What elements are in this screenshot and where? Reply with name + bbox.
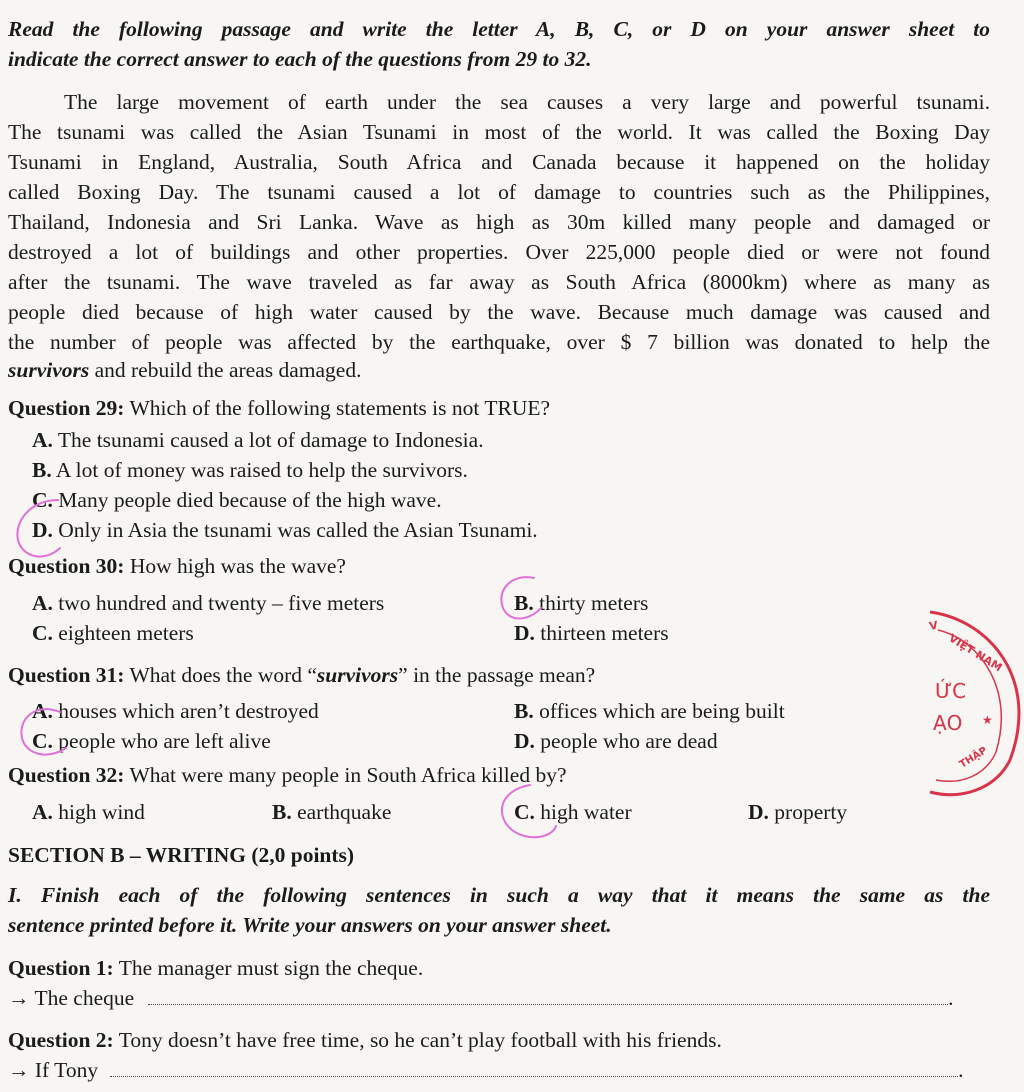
q30-option-a[interactable]: A. two hundred and twenty – five meters [32, 591, 385, 615]
passage-line: The large movement of earth under the sea causes a very large and powerful tsunami. [64, 90, 990, 114]
q32-option-a[interactable]: A. high wind [32, 800, 145, 824]
svg-text:VIỆT NAM: VIỆT NAM [946, 631, 1005, 675]
q30-option-d[interactable]: D. thirteen meters [514, 621, 669, 645]
writing-answer-line-2: → If Tony . [8, 1058, 964, 1082]
q30-option-b[interactable]: B. thirty meters [514, 591, 649, 615]
instructions-line-2: indicate the correct answer to each of the questions from 29 to 32. [8, 47, 592, 71]
q32-option-c[interactable]: C. high water [514, 800, 632, 824]
passage-line: Thailand, Indonesia and Sri Lanka. Wave as high as 30m killed many people and damaged or [8, 210, 990, 234]
svg-text:THẬP: THẬP [957, 745, 990, 771]
q31-option-d[interactable]: D. people who are dead [514, 729, 718, 753]
passage-last-line: survivors and rebuild the areas damaged. [8, 358, 362, 382]
arrow-icon: → [8, 986, 30, 1010]
passage-line: The tsunami was called the Asian Tsunami in most of the world. It was called the Boxing Day [8, 120, 990, 144]
q30-option-c[interactable]: C. eighteen meters [32, 621, 194, 645]
passage-line: the number of people was affected by the earthquake, over $ 7 billion was donated to help the [8, 330, 990, 354]
question-30: Question 30: How high was the wave? [8, 554, 346, 578]
svg-text:V: V [928, 618, 939, 633]
q31-option-c[interactable]: C. people who are left alive [32, 729, 271, 753]
passage-line: called Boxing Day. The tsunami caused a lot of damage to countries such as the Philippines, [8, 180, 990, 204]
svg-text:★: ★ [982, 713, 993, 727]
question-32: Question 32: What were many people in South Africa killed by? [8, 763, 567, 787]
answer-blank-1[interactable] [148, 988, 948, 1005]
q32-option-b[interactable]: B. earthquake [272, 800, 392, 824]
answer-blank-2[interactable] [110, 1060, 958, 1077]
q29-option-a[interactable]: A. The tsunami caused a lot of damage to Indonesia. [32, 428, 484, 452]
arrow-icon: → [8, 1058, 30, 1082]
q31-option-a[interactable]: A. houses which aren’t destroyed [32, 699, 319, 723]
q31-option-b[interactable]: B. offices which are being built [514, 699, 785, 723]
q29-option-d[interactable]: D. Only in Asia the tsunami was called the Asian Tsunami. [32, 518, 538, 542]
passage-line: after the tsunami. The wave traveled as far away as South Africa (8000km) where as many as [8, 270, 990, 294]
writing-instructions-line-2: sentence printed before it. Write your answers on your answer sheet. [8, 913, 612, 937]
question-29: Question 29: Which of the following statements is not TRUE? [8, 396, 551, 420]
keyword-survivors: survivors [8, 358, 90, 382]
passage-line: Tsunami in England, Australia, South Africa and Canada because it happened on the holiday [8, 150, 990, 174]
svg-text:ỨC: ỨC [935, 679, 967, 703]
passage-line: people died because of high water caused by the wave. Because much damage was caused and [8, 300, 990, 324]
svg-text:ẠO: ẠO [933, 711, 963, 735]
writing-answer-line-1: → The cheque . [8, 986, 954, 1010]
question-31: Question 31: What does the word “survivors” in the passage mean? [8, 663, 596, 687]
section-b-heading: SECTION B – WRITING (2,0 points) [8, 843, 355, 867]
q32-option-d[interactable]: D. property [748, 800, 848, 824]
writing-question-2: Question 2: Tony doesn’t have free time, so he can’t play football with his friends. [8, 1028, 722, 1052]
q29-option-c[interactable]: C. Many people died because of the high wave. [32, 488, 442, 512]
passage-line: destroyed a lot of buildings and other properties. Over 225,000 people died or were not found [8, 240, 990, 264]
writing-question-1: Question 1: The manager must sign the cheque. [8, 956, 424, 980]
instructions-line-1: Read the following passage and write the letter A, B, C, or D on your answer sheet to [8, 17, 990, 41]
q29-option-b[interactable]: B. A lot of money was raised to help the survivors. [32, 458, 468, 482]
writing-instructions-line-1: I. Finish each of the following sentences in such a way that it means the same as the [8, 883, 990, 907]
